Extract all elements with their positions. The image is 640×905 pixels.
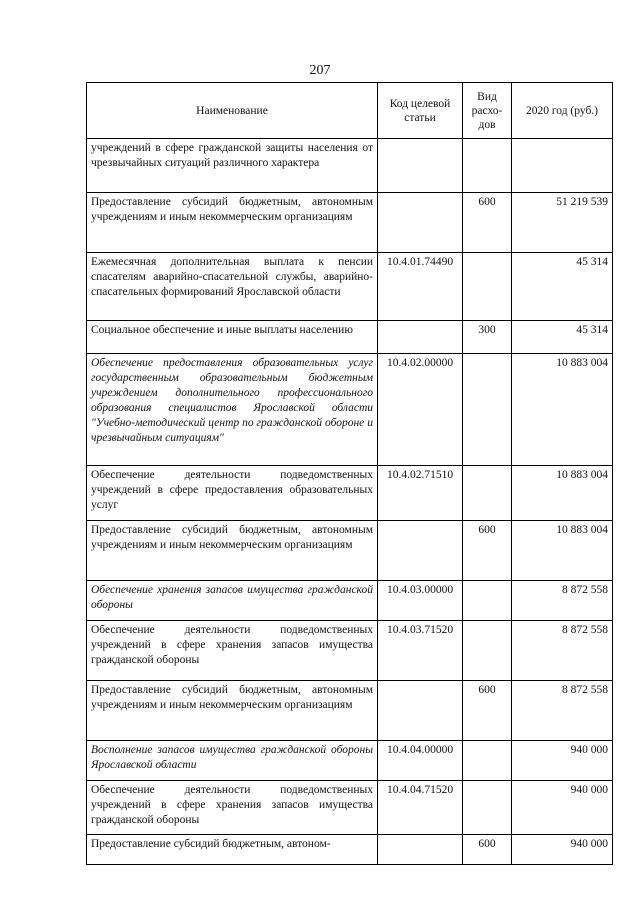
table-row (87, 253, 613, 321)
row-name-cell: Обеспечение деятельности подведомственных учреждений в сфере предоставления образовательных услуг (87, 466, 378, 521)
row-code-cell: 10.4.03.71520 (378, 621, 463, 681)
row-amount-cell: 940 000 (512, 741, 613, 781)
row-type-cell (463, 581, 512, 621)
row-code-cell: 10.4.03.00000 (378, 581, 463, 621)
row-name-cell: Обеспечение предоставления образовательных услуг государственным образовательным бюджетным учреждением дополнительного профессионального образования специалистов Ярославской области "Учебно-методический центр по гражданской обороне и чрезвычайным ситуациям" (87, 354, 378, 466)
row-name-cell: Обеспечение деятельности подведомственных учреждений в сфере хранения запасов имущества гражданской обороны (87, 781, 378, 835)
table-row (87, 621, 613, 681)
row-name-cell: Ежемесячная дополнительная выплата к пенсии спасателям аварийно-спасательной службы, аварийно-спасательных формирований Ярославской области (87, 253, 378, 321)
row-name-cell: Обеспечение деятельности подведомственных учреждений в сфере хранения запасов имущества гражданской обороны (87, 621, 378, 681)
row-code-cell: 10.4.04.00000 (378, 741, 463, 781)
row-name-cell: Предоставление субсидий бюджетным, автономным учреждениям и иным некоммерческим организациям (87, 521, 378, 581)
row-type-cell: 600 (463, 521, 512, 581)
row-name-cell: учреждений в сфере гражданской защиты населения от чрезвычайных ситуаций различного характера (87, 139, 378, 193)
row-type-cell: 300 (463, 321, 512, 354)
row-type-cell (463, 621, 512, 681)
row-amount-cell: 8 872 558 (512, 621, 613, 681)
row-type-cell: 600 (463, 835, 512, 865)
row-name-cell: Предоставление субсидий бюджетным, автоном- (87, 835, 378, 865)
table-row (87, 521, 613, 581)
row-amount-cell: 10 883 004 (512, 466, 613, 521)
row-code-cell (378, 521, 463, 581)
row-code-cell (378, 681, 463, 741)
header-amount: 2020 год (руб.) (512, 83, 613, 139)
table-row (87, 321, 613, 354)
row-name-cell: Обеспечение хранения запасов имущества гражданской обороны (87, 581, 378, 621)
row-code-cell: 10.4.02.71510 (378, 466, 463, 521)
row-amount-cell: 940 000 (512, 781, 613, 835)
row-code-cell: 10.4.04.71520 (378, 781, 463, 835)
table-row (87, 781, 613, 835)
row-name-cell: Социальное обеспечение и иные выплаты населению (87, 321, 378, 354)
budget-table (86, 82, 613, 865)
table-row (87, 193, 613, 253)
page-number: 207 (309, 63, 331, 78)
row-name-cell: Восполнение запасов имущества гражданской обороны Ярославской области (87, 741, 378, 781)
table-row (87, 681, 613, 741)
row-amount-cell: 51 219 539 (512, 193, 613, 253)
row-code-cell (378, 139, 463, 193)
row-amount-cell (512, 139, 613, 193)
table-row (87, 835, 613, 865)
row-type-cell (463, 741, 512, 781)
row-code-cell: 10.4.01.74490 (378, 253, 463, 321)
row-type-cell (463, 781, 512, 835)
table-header-row (87, 83, 613, 139)
table-row (87, 466, 613, 521)
header-code: Код целевой статьи (378, 83, 463, 139)
table-row (87, 354, 613, 466)
row-code-cell (378, 321, 463, 354)
row-type-cell (463, 253, 512, 321)
row-code-cell (378, 835, 463, 865)
table-row (87, 139, 613, 193)
row-name-cell: Предоставление субсидий бюджетным, автономным учреждениям и иным некоммерческим организациям (87, 681, 378, 741)
row-amount-cell: 45 314 (512, 321, 613, 354)
header-type: Вид расхо-дов (463, 83, 512, 139)
row-code-cell (378, 193, 463, 253)
row-amount-cell: 8 872 558 (512, 681, 613, 741)
row-code-cell: 10.4.02.00000 (378, 354, 463, 466)
table-row (87, 741, 613, 781)
row-amount-cell: 10 883 004 (512, 521, 613, 581)
row-name-cell: Предоставление субсидий бюджетным, автономным учреждениям и иным некоммерческим организациям (87, 193, 378, 253)
header-name: Наименование (87, 83, 378, 139)
row-type-cell (463, 139, 512, 193)
row-amount-cell: 8 872 558 (512, 581, 613, 621)
row-type-cell (463, 466, 512, 521)
row-type-cell: 600 (463, 681, 512, 741)
row-type-cell (463, 354, 512, 466)
table-row (87, 581, 613, 621)
row-amount-cell: 940 000 (512, 835, 613, 865)
row-amount-cell: 10 883 004 (512, 354, 613, 466)
row-amount-cell: 45 314 (512, 253, 613, 321)
row-type-cell: 600 (463, 193, 512, 253)
